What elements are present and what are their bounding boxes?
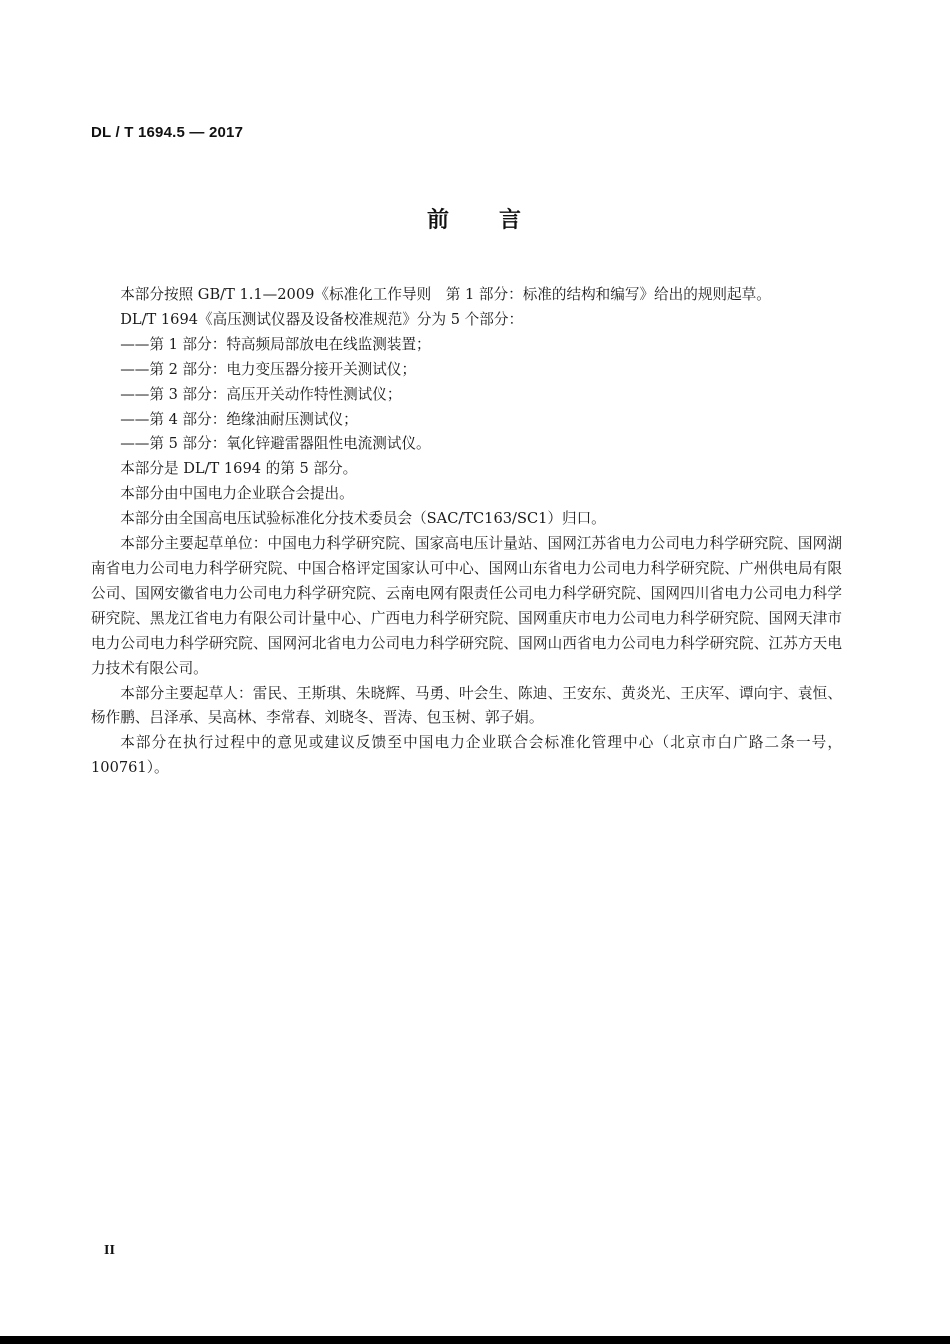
page-number: II — [104, 1243, 115, 1258]
paragraph-part-number: 本部分是 DL/T 1694 的第 5 部分。 — [120, 460, 358, 478]
list-item-part-2: ——第 2 部分：电力变压器分接开关测试仪； — [120, 360, 417, 378]
list-item-part-4: ——第 4 部分：绝缘油耐压测试仪； — [120, 410, 358, 428]
paragraph-drafting-units: 本部分主要起草单位：中国电力科学研究院、国家高电压计量站、国网江苏省电力公司电力科学研究院、国网湖南省电力公司电力科学研究院、中国合格评定国家认可中心、国网山东省电力公司电力科学研究院、广州供电局有限公司、国网安徽省电力公司电力科学研究院、云南电网有限责任公司电力科学研究院、国网四川省电力公司电力科学研究院、黑龙江省电力有限公司计量中心、广西电力科学研究院、国网重庆市电力公司电力科学研究院、国网天津市电力公司电力科学研究院、国网河北省电力公司电力科学研究院、国网山西省电力公司电力科学研究院、江苏方天电力技术有限公司。 — [91, 535, 842, 677]
paragraph-drafters: 本部分主要起草人：雷民、王斯琪、朱晓辉、马勇、叶会生、陈迪、王安东、黄炎光、王庆军、谭向宇、袁恒、杨作鹏、吕泽承、吴高林、李常春、刘晓冬、晋涛、包玉树、郭子娟。 — [91, 684, 842, 727]
paragraph-feedback: 本部分在执行过程中的意见或建议反馈至中国电力企业联合会标准化管理中心（北京市白广路二条一号，100761）。 — [91, 734, 842, 777]
paragraph-drafting-rules: 本部分按照 GB/T 1.1—2009《标准化工作导则 第 1 部分：标准的结构和编写》给出的规则起草。 — [120, 286, 771, 303]
list-item-part-5: ——第 5 部分：氧化锌避雷器阻性电流测试仪。 — [120, 435, 431, 453]
paragraph-proposer: 本部分由中国电力企业联合会提出。 — [120, 485, 354, 503]
document-code: DL / T 1694.5 — 2017 — [91, 124, 244, 141]
bottom-border — [0, 1336, 950, 1344]
foreword-body — [91, 283, 842, 781]
list-item-part-1: ——第 1 部分：特高频局部放电在线监测装置； — [120, 335, 431, 353]
page-title: 前 言 — [426, 208, 523, 233]
paragraph-committee: 本部分由全国高电压试验标准化分技术委员会（SAC/TC163/SC1）归口。 — [120, 510, 606, 528]
paragraph-parts-intro: DL/T 1694《高压测试仪器及设备校准规范》分为 5 个部分： — [120, 310, 524, 328]
list-item-part-3: ——第 3 部分：高压开关动作特性测试仪； — [120, 385, 402, 403]
